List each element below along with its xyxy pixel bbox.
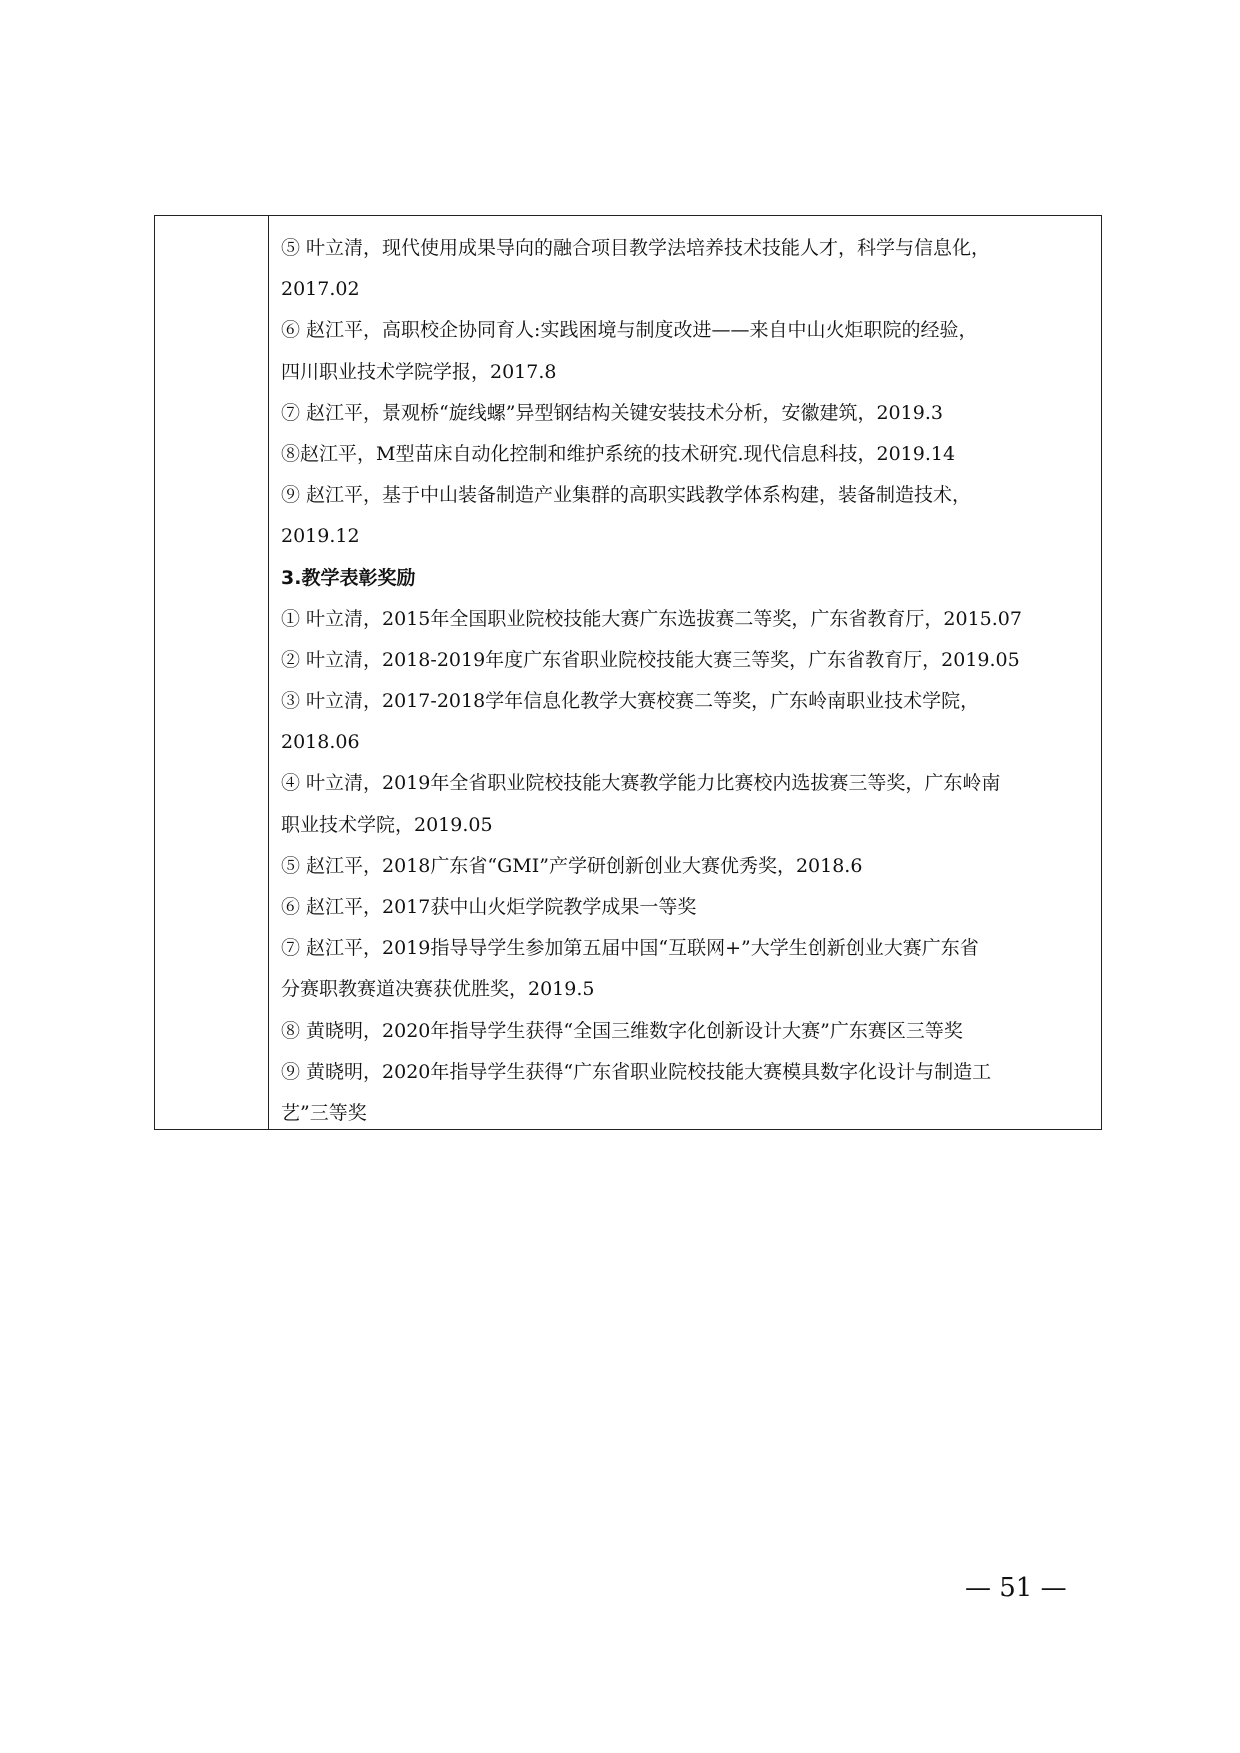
text-line: ① 叶立清，2015年全国职业院校技能大赛广东选拔赛二等奖，广东省教育厅，2015.07: [281, 607, 1022, 630]
text-line: ⑨ 黄晓明，2020年指导学生获得“广东省职业院校技能大赛模具数字化设计与制造工: [281, 1060, 992, 1083]
text-line: ⑦ 赵江平，2019指导导学生参加第五届中国“互联网+”大学生创新创业大赛广东省: [281, 937, 979, 960]
table-left-column: [155, 216, 269, 1129]
text-line: ⑥ 赵江平，2017获中山火炬学院教学成果一等奖: [281, 896, 697, 918]
text-line: 职业技术学院，2019.05: [281, 813, 493, 836]
text-line: ⑤ 叶立清，现代使用成果导向的融合项目教学法培养技术技能人才，科学与信息化，: [281, 237, 991, 259]
text-line: 分赛职教赛道决赛获优胜奖，2019.5: [281, 978, 595, 1001]
text-line: ⑤ 赵江平，2018广东省“GMI”产学研创新创业大赛优秀奖，2018.6: [281, 854, 863, 877]
table-content-column: [269, 216, 1101, 1129]
text-line: 艺”三等奖: [281, 1101, 367, 1124]
text-line: 2017.02: [281, 278, 360, 301]
text-line: ③ 叶立清，2017-2018学年信息化教学大赛校赛二等奖，广东岭南职业技术学院，: [281, 690, 980, 713]
text-line: ⑧赵江平，M型苗床自动化控制和维护系统的技术研究.现代信息科技，2019.14: [281, 442, 956, 465]
text-line: 2018.06: [281, 731, 360, 754]
text-line: ② 叶立清，2018-2019年度广东省职业院校技能大赛三等奖，广东省教育厅，2019.05: [281, 648, 1020, 671]
page-number: — 51 —: [965, 1573, 1067, 1603]
text-line: ⑨ 赵江平，基于中山装备制造产业集群的高职实践教学体系构建，装备制造技术，: [281, 484, 972, 507]
text-line: ④ 叶立清，2019年全省职业院校技能大赛教学能力比赛校内选拔赛三等奖，广东岭南: [281, 772, 1001, 795]
text-line: 四川职业技术学院学报，2017.8: [281, 360, 557, 383]
text-line: 2019.12: [281, 525, 360, 548]
text-line: ⑦ 赵江平，景观桥“旋线螺”异型钢结构关键安装技术分析，安徽建筑，2019.3: [281, 401, 943, 424]
text-line: ⑥ 赵江平，高职校企协同育人:实践困境与制度改进——来自中山火炬职院的经验，: [281, 319, 978, 342]
text-line: ⑧ 黄晓明，2020年指导学生获得“全国三维数字化创新设计大赛”广东赛区三等奖: [281, 1019, 963, 1042]
document-table: [154, 215, 1102, 1130]
section-heading: 3.教学表彰奖励: [281, 566, 416, 589]
